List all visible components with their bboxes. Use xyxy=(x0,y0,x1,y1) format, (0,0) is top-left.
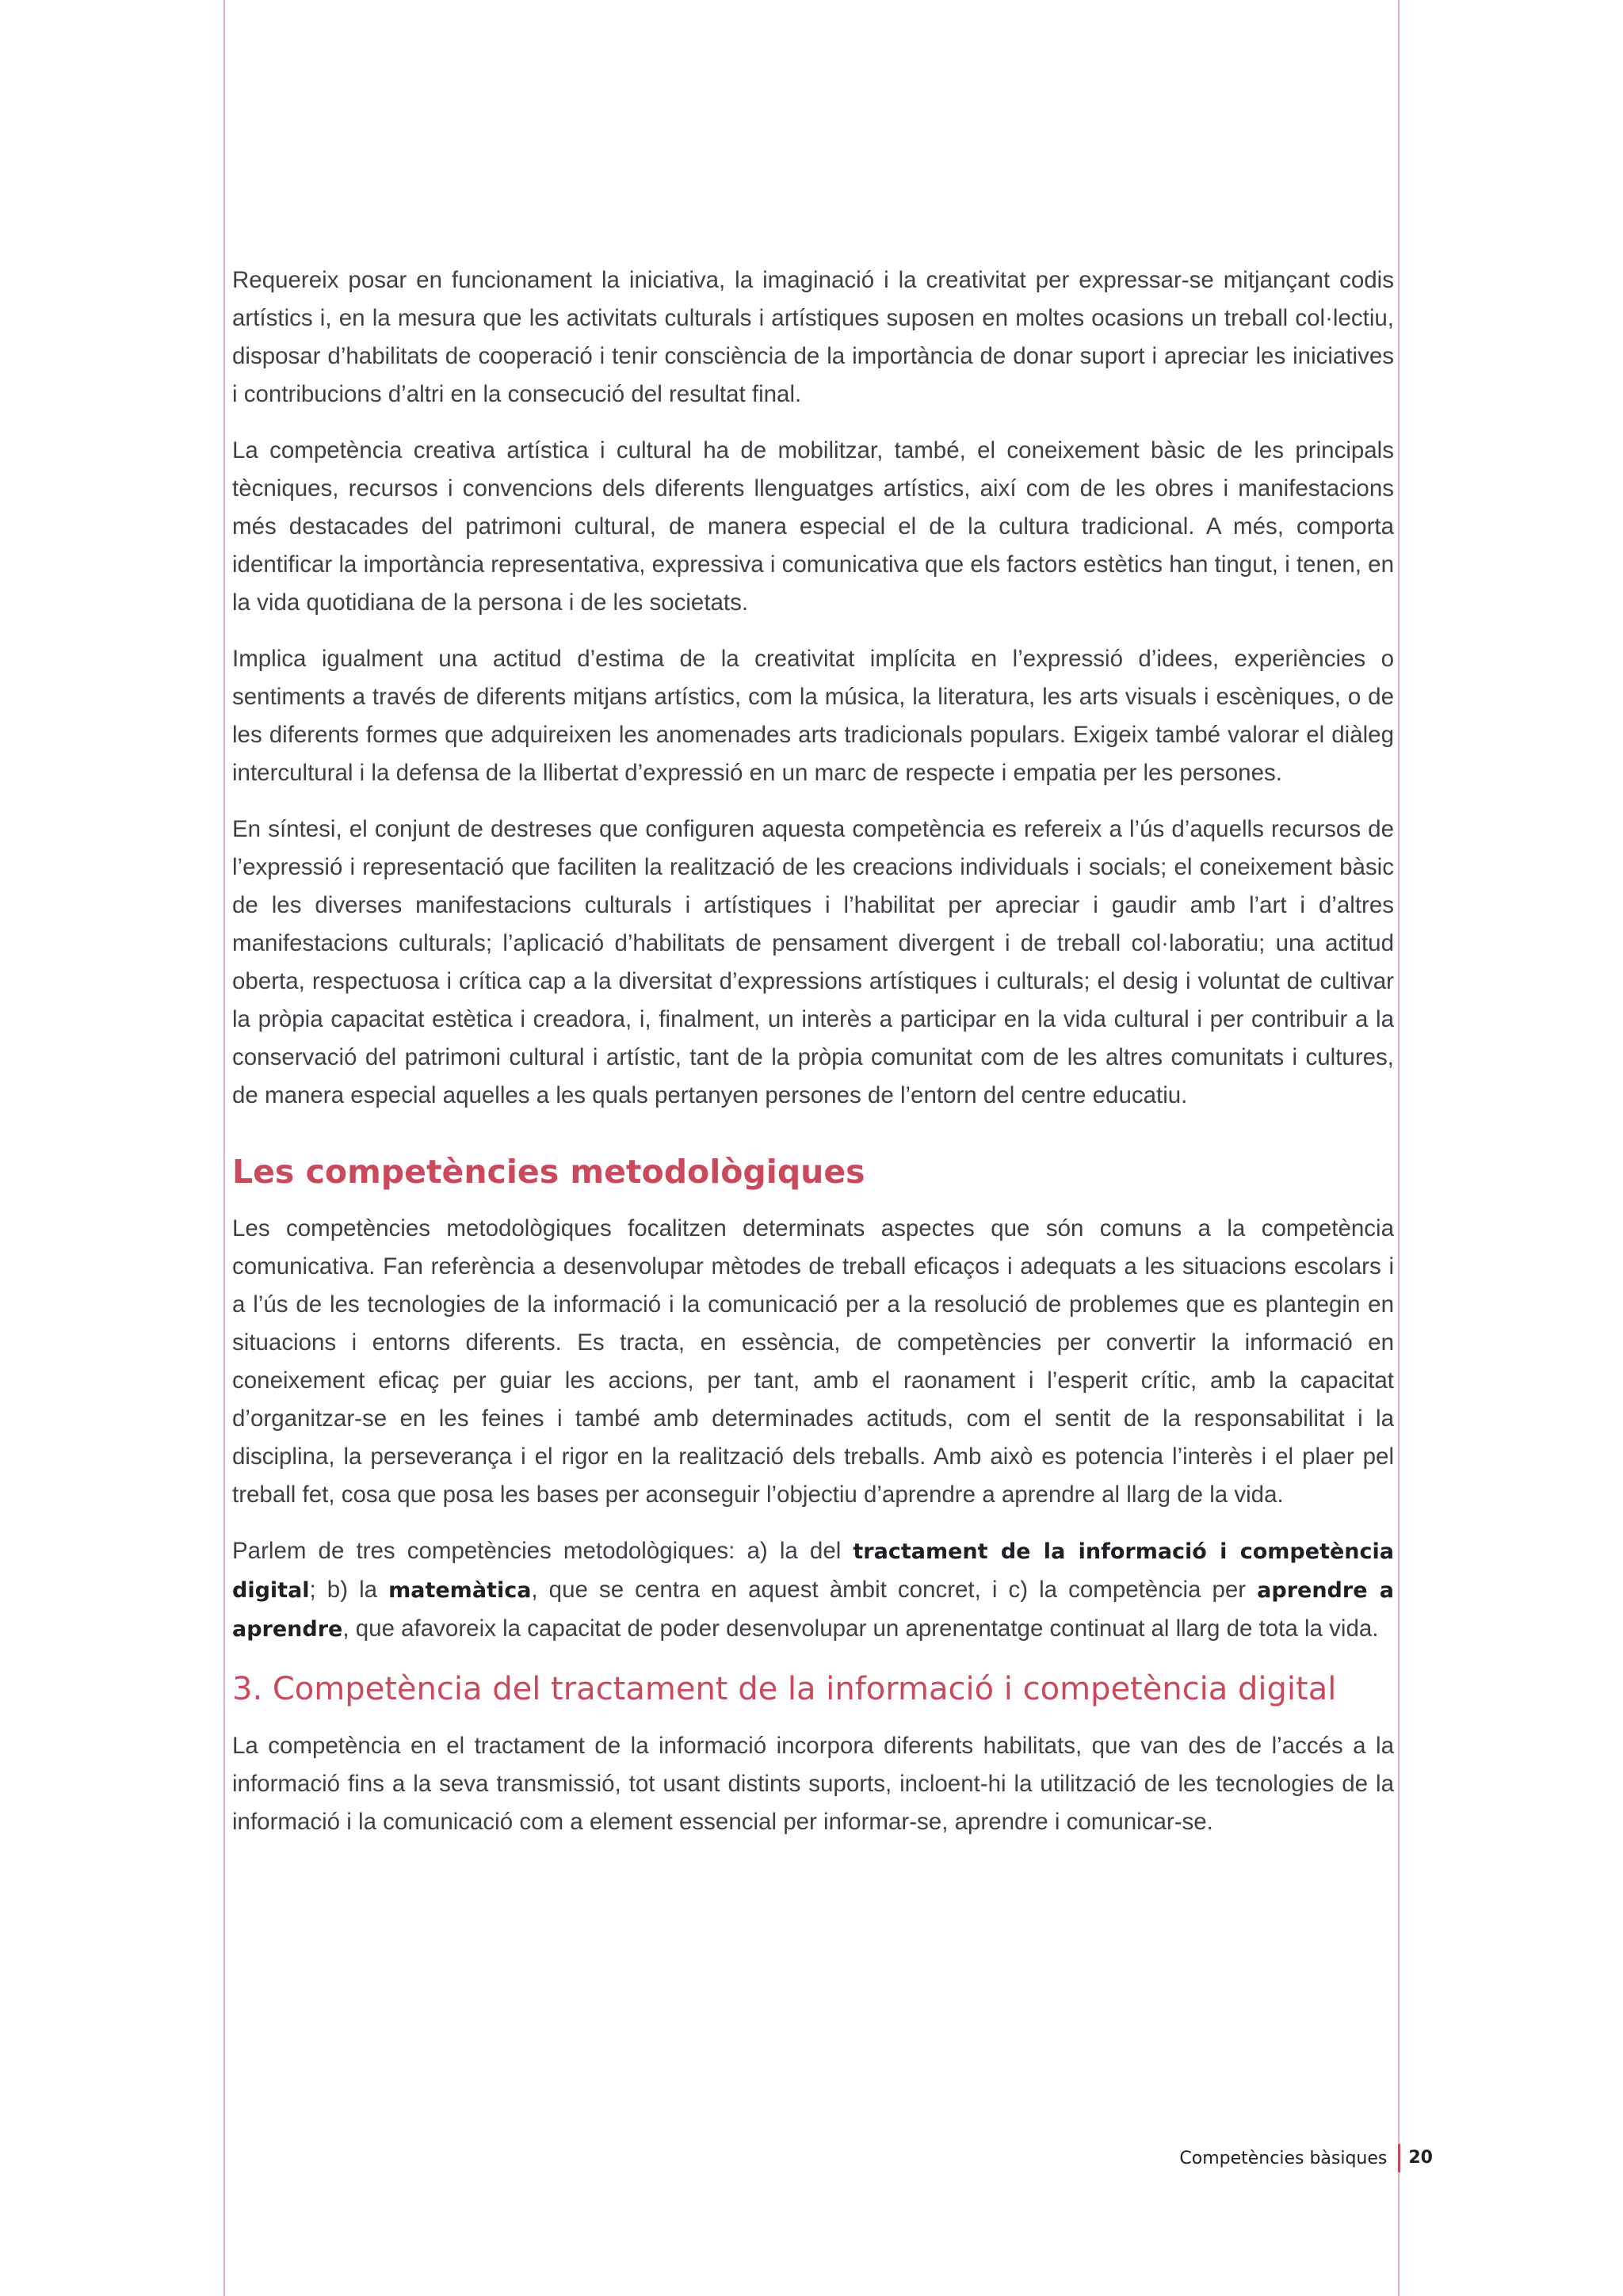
text-run: ; b) la xyxy=(309,1577,389,1603)
right-margin-rule xyxy=(1398,0,1400,2296)
text-run: , que afavoreix la capacitat de poder desenvolupar un aprenentatge continuat al llarg de tota la vida. xyxy=(342,1615,1379,1642)
left-margin-rule xyxy=(223,0,225,2296)
bold-term-aprendre: aprendre a aprendre xyxy=(232,1578,1394,1642)
paragraph-sintesi: En síntesi, el conjunt de destreses que configuren aquesta competència es refereix a l’ús d’aquells recursos de l’expressió i representació que faciliten la realització de les creacions individuals i socials; el coneixement bàsic de les diverses manifestacions culturals i artístiques i l’habilitat per apreciar i gaudir amb l’art i d’altres manifestacions culturals; l’aplicació d’habilitats de pensament divergent i de treball col·laboratiu; una actitud oberta, respectuosa i crítica cap a la diversitat d’expressions artístiques i culturals; el desig i voluntat de cultivar la pròpia capacitat estètica i creadora, i, finalment, un interès a participar en la vida cultural i per contribuir a la conservació del patrimoni cultural i artístic, tant de la pròpia comunitat com de les altres comunitats i cultures, de manera especial aquelles a les quals pertanyen persones de l’entorn del centre educatiu. xyxy=(232,816,1394,1108)
paragraph-tres-competencies xyxy=(232,1532,1394,1649)
page-footer xyxy=(1125,2142,1433,2174)
text-run: , que se centra en aquest àmbit concret, i c) la competència per xyxy=(531,1577,1258,1603)
paragraph-creativitat: Requereix posar en funcionament la iniciativa, la imaginació i la creativitat per expressar-se mitjançant codis artístics i, en la mesura que les activitats culturals i artístiques suposen en moltes ocasions un treball col·lectiu, disposar d’habilitats de cooperació i tenir consciència de la importància de donar suport i apreciar les iniciatives i contribucions d’altri en la consecució del resultat final. xyxy=(232,267,1394,407)
heading-competencies-metodologiques: Les competències metodològiques xyxy=(232,1153,865,1191)
paragraph-metodologiques: Les competències metodològiques focalitzen determinats aspectes que són comuns a la competència comunicativa. Fan referència a desenvolupar mètodes de treball eficaços i adequats a les situacions escolars i a l’ús de les tecnologies de la informació i la comunicació per a la resolució de problemes que es plantegin en situacions i entorns diferents. Es tracta, en essència, de competències per convertir la informació en coneixement eficaç per guiar les accions, per tant, amb el raonament i l’esperit crític, amb la capacitat d’organitzar-se en les feines i també amb determinades actituds, com el sentit de la responsabilitat i la disciplina, la perseverança i el rigor en la realització dels treballs. Amb això es potencia l’interès i el plaer pel treball fet, cosa que posa les bases per aconseguir l’objectiu d’aprendre a aprendre al llarg de la vida. xyxy=(232,1215,1394,1508)
heading-section-3: 3. Competència del tractament de la informació i competència digital xyxy=(232,1671,1337,1707)
bold-term-tractament: tractament de la informació i competència digital xyxy=(232,1539,1394,1603)
bold-term-matematica: matemàtica xyxy=(388,1578,532,1603)
paragraph-competencia-creativa: La competència creativa artística i cultural ha de mobilitzar, també, el coneixement bàsic de les principals tècniques, recursos i convencions dels diferents llenguatges artístics, així com de les obres i manifestacions més destacades del patrimoni cultural, de manera especial el de la cultura tradicional. A més, comporta identificar la importància representativa, expressiva i comunicativa que els factors estètics han tingut, i tenen, en la vida quotidiana de la persona i de les societats. xyxy=(232,437,1394,616)
page-content xyxy=(232,261,1394,1859)
page-number: 20 xyxy=(1398,2144,1433,2172)
footer-label: Competències bàsiques xyxy=(1179,2148,1388,2168)
text-run: Parlem de tres competències metodològiques: a) la del xyxy=(232,1538,854,1564)
paragraph-section-3: La competència en el tractament de la informació incorpora diferents habilitats, que van des de l’accés a la informació fins a la seva transmissió, tot usant distints suports, incloent-hi la utilització de les tecnologies de la informació i la comunicació com a element essencial per informar-se, aprendre i comunicar-se. xyxy=(232,1733,1394,1835)
paragraph-actitud: Implica igualment una actitud d’estima de la creativitat implícita en l’expressió d’idees, experiències o sentiments a través de diferents mitjans artístics, com la música, la literatura, les arts visuals i escèniques, o de les diferents formes que adquireixen les anomenades arts tradicionals populars. Exigeix també valorar el diàleg intercultural i la defensa de la llibertat d’expressió en un marc de respecte i empatia per les persones. xyxy=(232,646,1394,786)
